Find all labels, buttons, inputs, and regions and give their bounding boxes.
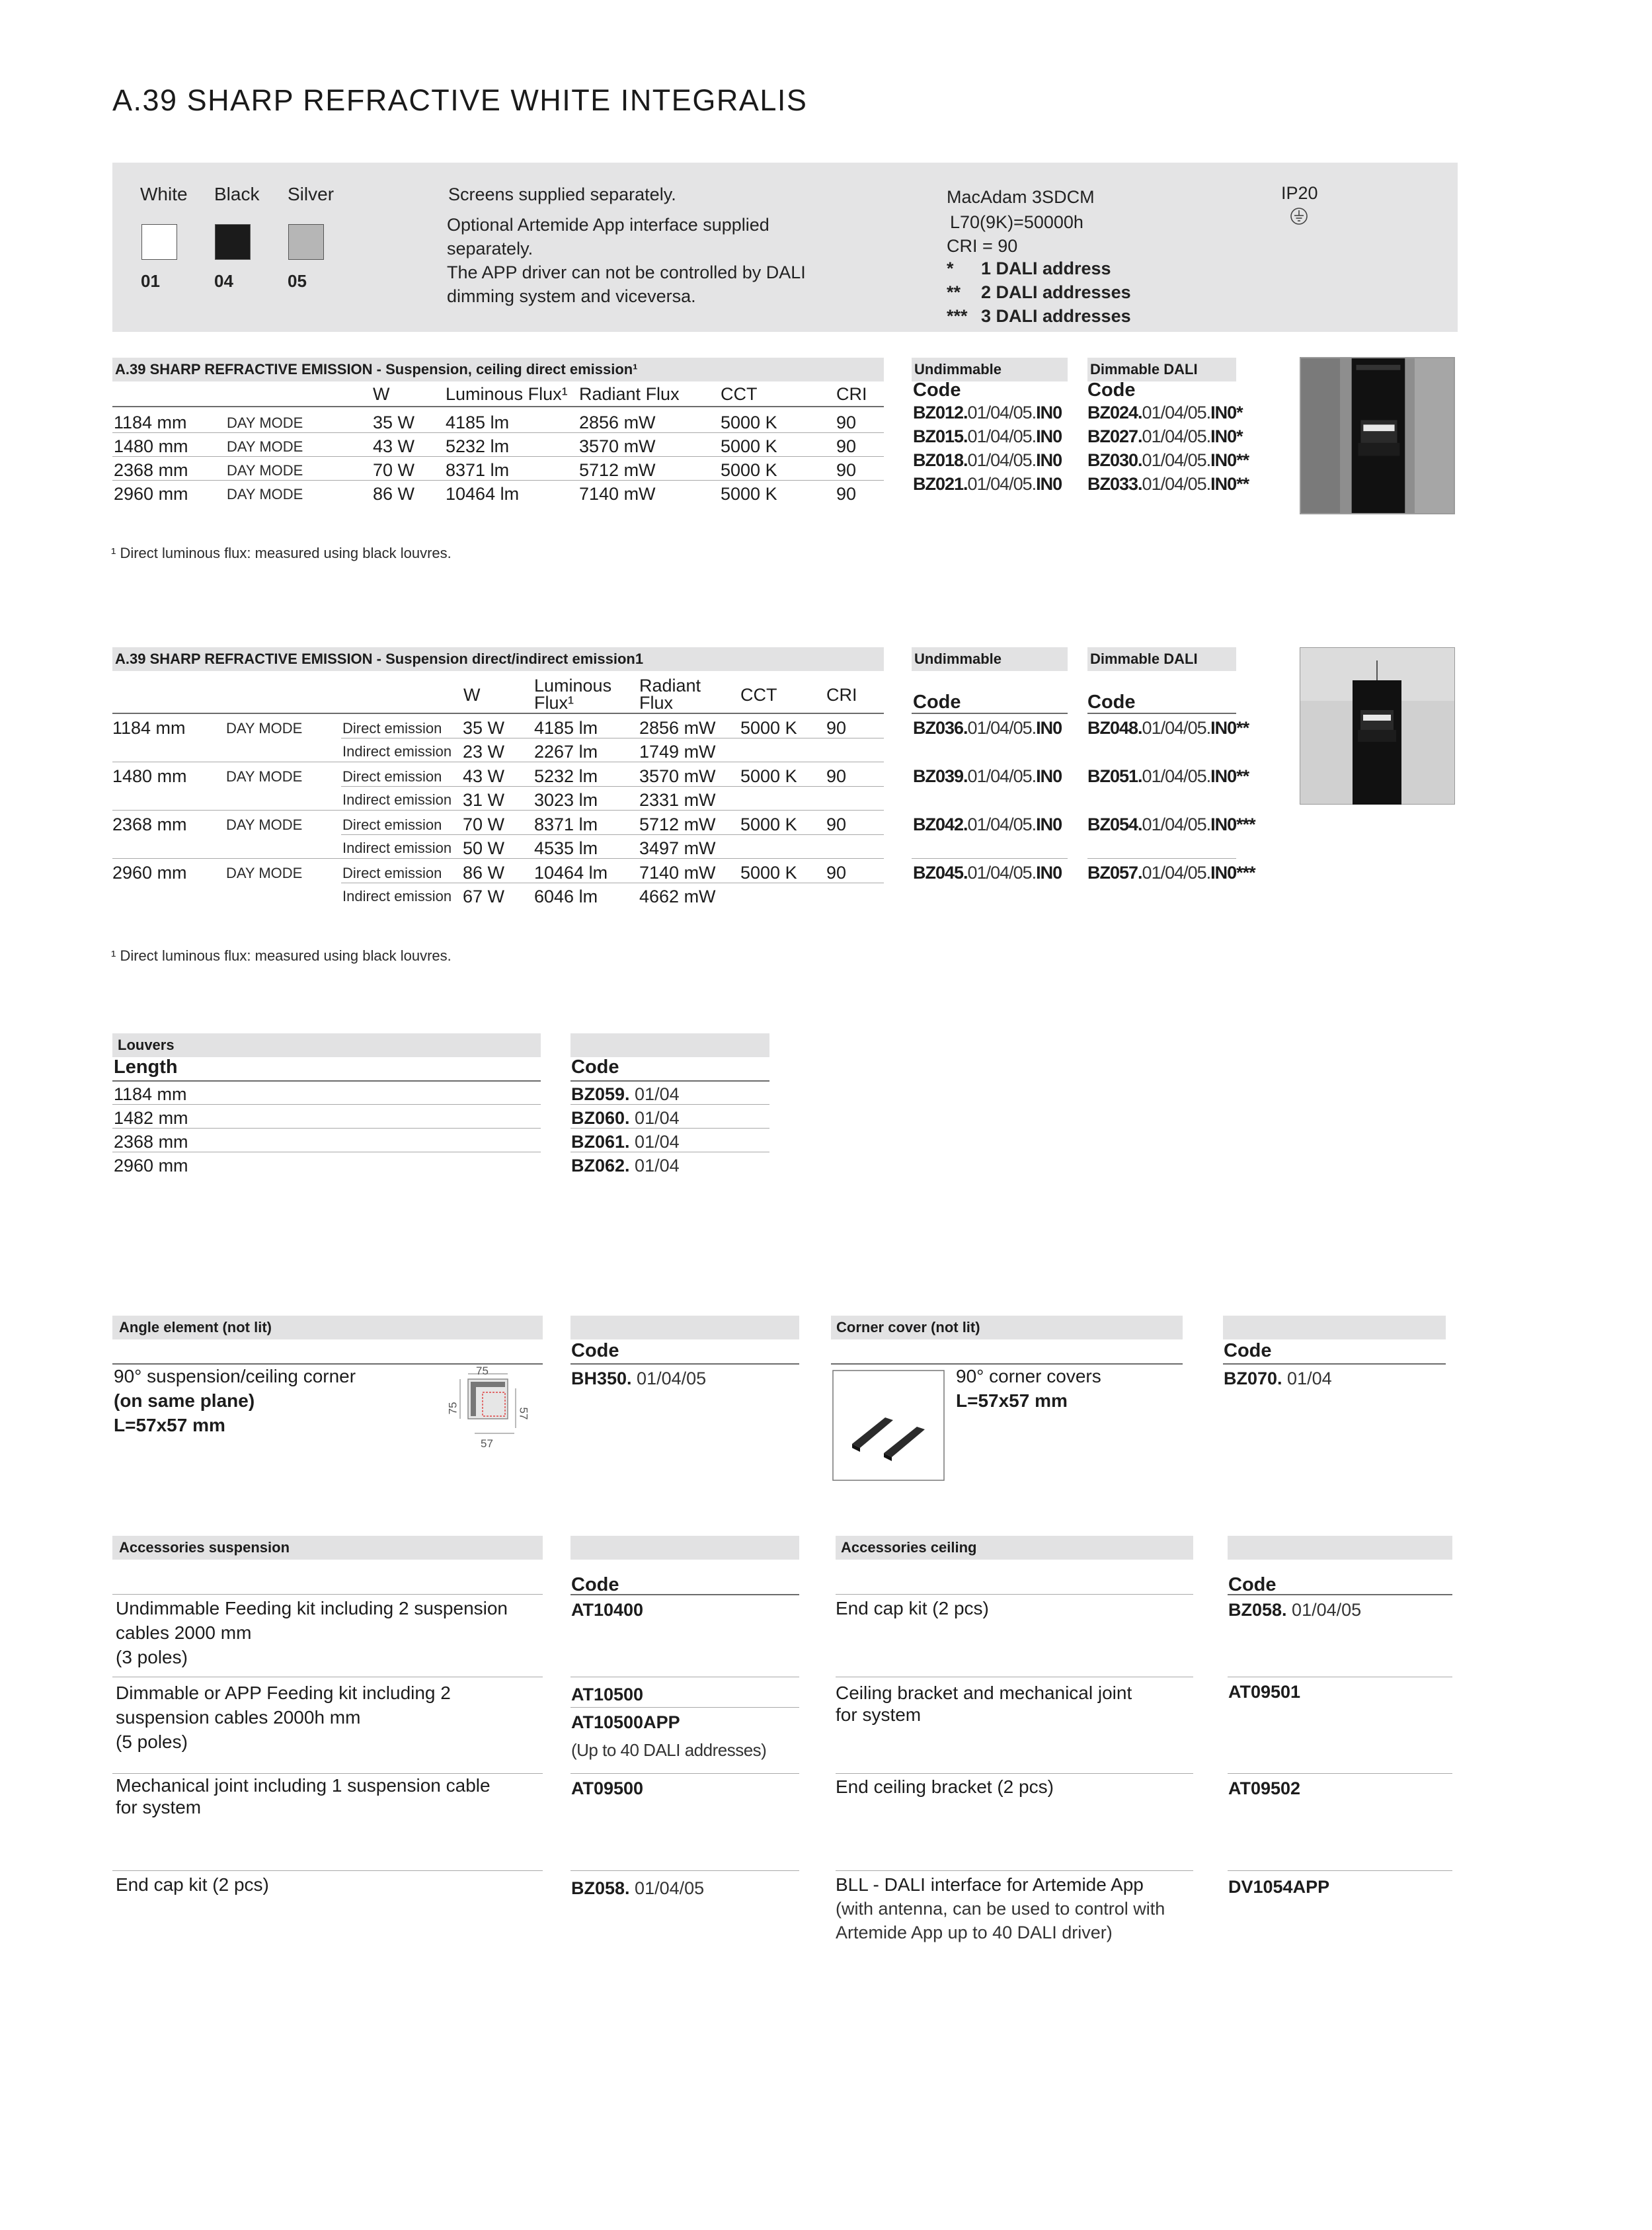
- row-divider: [1087, 858, 1236, 859]
- table-row-cct: 5000 K: [721, 484, 777, 504]
- dim-label-57-side: 57: [517, 1407, 530, 1420]
- angle-code: BH350. 01/04/05: [571, 1369, 707, 1388]
- acc-susp-title-bar: [112, 1536, 543, 1560]
- direct-emission-label: Direct emission: [342, 768, 442, 785]
- table-row-length: 1184 mm: [114, 413, 187, 432]
- angle-code-bar: [570, 1316, 799, 1339]
- table-row-flux: 10464 lm: [446, 484, 520, 504]
- acc-susp-item2-note: (Up to 40 DALI addresses): [571, 1740, 767, 1760]
- acc-susp-item2-code1: AT10500: [571, 1685, 644, 1704]
- louver-code: BZ062. 01/04: [571, 1156, 680, 1175]
- table1-footnote: ¹ Direct luminous flux: measured using black louvres.: [111, 545, 452, 561]
- finish-code-white: 01: [141, 271, 160, 291]
- louvers-title-bar: [112, 1033, 541, 1057]
- table-row-flux: 10464 lm: [534, 863, 608, 883]
- row-divider: [836, 1773, 1193, 1774]
- code-dimmable: BZ027.01/04/05.IN0*: [1087, 426, 1243, 446]
- acc-ceil-item2-line1: Ceiling bracket and mechanical joint: [836, 1683, 1132, 1703]
- row-divider: [112, 456, 884, 457]
- dim-label-75-top: 75: [476, 1365, 489, 1377]
- table1-code-header-dim: Code: [1087, 379, 1136, 401]
- angle-code-header: Code: [571, 1340, 619, 1361]
- app-note-1: Optional Artemide App interface supplied: [447, 215, 769, 235]
- table-row-mode: DAY MODE: [226, 816, 303, 833]
- direct-emission-label: Direct emission: [342, 865, 442, 881]
- row-divider: [1228, 1773, 1452, 1774]
- table1-code-header-und: Code: [913, 379, 961, 401]
- table1-header-radiant: Radiant Flux: [579, 384, 680, 404]
- table-row-mode: DAY MODE: [227, 486, 303, 502]
- table2-body: [112, 714, 884, 912]
- code-dimmable: BZ033.01/04/05.IN0**: [1087, 474, 1249, 494]
- table-row-radiant: 3570 mW: [579, 436, 656, 456]
- table2-header-radiant-2: Flux: [639, 693, 674, 713]
- table-row-mode: DAY MODE: [226, 865, 303, 881]
- app-note-4: dimming system and viceversa.: [447, 286, 696, 306]
- row-divider: [836, 1594, 1193, 1595]
- table2-header-radiant-1: Radiant: [639, 676, 701, 696]
- table-row-flux: 5232 lm: [446, 436, 510, 456]
- table-row-length: 1480 mm: [112, 766, 187, 786]
- app-note-3: The APP driver can not be controlled by DALI: [447, 262, 806, 282]
- cri-spec: CRI = 90: [947, 236, 1018, 256]
- table2-header-cct: CCT: [740, 685, 777, 705]
- table-row-length: 2960 mm: [112, 863, 187, 883]
- row-divider: [112, 1870, 543, 1871]
- table-row-flux: 4185 lm: [446, 413, 510, 432]
- acc-susp-code-header: Code: [571, 1574, 619, 1595]
- acc-ceil-item3: End ceiling bracket (2 pcs): [836, 1776, 1054, 1797]
- acc-susp-code-divider: [570, 1594, 799, 1595]
- table-row-cct: 5000 K: [721, 460, 777, 480]
- table-row-w: 86 W: [373, 484, 415, 504]
- table2-code-header-und: Code: [913, 692, 961, 713]
- acc-ceil-title: Accessories ceiling: [841, 1539, 977, 1556]
- acc-susp-item2-line3: (5 poles): [116, 1732, 188, 1752]
- table2-footnote: ¹ Direct luminous flux: measured using black louvres.: [111, 947, 452, 964]
- dali-1-text: 1 DALI address: [981, 259, 1111, 278]
- swatch-silver: [288, 224, 324, 260]
- row-divider: [112, 858, 884, 859]
- acc-ceil-code-divider: [1228, 1594, 1452, 1595]
- table-row-flux: 2267 lm: [534, 742, 598, 762]
- acc-susp-item3-code: AT09500: [571, 1778, 644, 1798]
- corner-desc-1: 90° corner covers: [956, 1366, 1101, 1386]
- table-row-radiant: 7140 mW: [579, 484, 656, 504]
- row-divider: [836, 1870, 1193, 1871]
- finish-label-silver: Silver: [288, 184, 334, 204]
- row-divider: [341, 834, 884, 835]
- louver-length: 1184 mm: [114, 1084, 187, 1104]
- product-photo-direct: [1300, 357, 1455, 514]
- code-dimmable: BZ048.01/04/05.IN0**: [1087, 718, 1249, 738]
- table-row-w: 35 W: [373, 413, 415, 432]
- table1-title: A.39 SHARP REFRACTIVE EMISSION - Suspension, ceiling direct emission¹: [115, 361, 638, 378]
- table2-undimmable-bar: [912, 647, 1068, 671]
- louvers-header-divider: [112, 1080, 541, 1082]
- code-undimmable: BZ012.01/04/05.IN0: [913, 403, 1062, 422]
- table1-dimmable-bar: [1087, 358, 1236, 381]
- table-row-cct: 5000 K: [721, 413, 777, 432]
- louver-code: BZ061. 01/04: [571, 1132, 680, 1152]
- table-row-radiant: 4662 mW: [639, 887, 716, 906]
- table-row-mode: DAY MODE: [227, 438, 303, 455]
- acc-susp-item2-line1: Dimmable or APP Feeding kit including 2: [116, 1683, 451, 1703]
- acc-ceil-title-bar: [836, 1536, 1193, 1560]
- app-note-2: separately.: [447, 239, 533, 259]
- table2-dimmable-bar: [1087, 647, 1236, 671]
- swatch-black: [215, 224, 251, 260]
- direct-emission-label: Direct emission: [342, 720, 442, 737]
- table-row-cri: 90: [826, 863, 847, 883]
- table-row-radiant: 5712 mW: [579, 460, 656, 480]
- table2-dimmable-label: Dimmable DALI: [1090, 651, 1198, 667]
- acc-ceil-item2-line2: for system: [836, 1704, 922, 1725]
- table1-header-cct: CCT: [721, 384, 758, 404]
- code-dimmable: BZ054.01/04/05.IN0***: [1087, 815, 1255, 834]
- table-row-cri: 90: [836, 484, 857, 504]
- row-divider: [112, 1128, 541, 1129]
- table-row-length: 2368 mm: [114, 460, 188, 480]
- acc-ceil-item4-line3: Artemide App up to 40 DALI driver): [836, 1923, 1113, 1942]
- table-row-radiant: 3497 mW: [639, 838, 716, 858]
- table-row-mode: DAY MODE: [227, 415, 303, 431]
- acc-ceil-code-bar: [1228, 1536, 1452, 1560]
- table-row-cct: 5000 K: [740, 766, 797, 786]
- table-row-radiant: 5712 mW: [639, 815, 716, 834]
- louver-length: 2368 mm: [114, 1132, 188, 1152]
- louver-code: BZ059. 01/04: [571, 1084, 680, 1104]
- product-photo-direct-indirect: [1300, 647, 1455, 805]
- table-row-radiant: 2856 mW: [639, 718, 716, 738]
- table2-title-bar: [112, 647, 884, 671]
- angle-title-bar: [112, 1316, 543, 1339]
- table-row-cri: 90: [836, 413, 857, 432]
- table-row-length: 2368 mm: [112, 815, 187, 834]
- angle-code-divider: [570, 1363, 799, 1365]
- table-row-length: 2960 mm: [114, 484, 188, 504]
- table-row-length: 1184 mm: [112, 718, 186, 738]
- table-row-w: 23 W: [463, 742, 505, 762]
- louver-length: 1482 mm: [114, 1108, 188, 1128]
- corner-title: Corner cover (not lit): [836, 1319, 980, 1335]
- corner-title-bar: [831, 1316, 1183, 1339]
- corner-code-header: Code: [1224, 1340, 1272, 1361]
- table1-body: [112, 407, 884, 505]
- row-divider: [112, 432, 884, 433]
- table-row-cri: 90: [836, 460, 857, 480]
- angle-title: Angle element (not lit): [119, 1319, 272, 1335]
- louvers-code-header: Code: [571, 1056, 619, 1078]
- louvers-code-divider: [570, 1080, 769, 1082]
- table1-header-w: W: [373, 384, 390, 404]
- acc-ceil-item4-line2: (with antenna, can be used to control with: [836, 1899, 1165, 1919]
- acc-ceil-item1: End cap kit (2 pcs): [836, 1598, 989, 1618]
- dim-label-75-side: 75: [446, 1402, 459, 1415]
- table2-header-w: W: [463, 685, 481, 705]
- code-dimmable: BZ057.01/04/05.IN0***: [1087, 863, 1255, 883]
- row-divider: [570, 1104, 769, 1105]
- corner-code-bar: [1223, 1316, 1446, 1339]
- row-divider: [570, 1870, 799, 1871]
- table1-header-flux: Luminous Flux¹: [446, 384, 568, 404]
- code-undimmable: BZ015.01/04/05.IN0: [913, 426, 1062, 446]
- table2-title: A.39 SHARP REFRACTIVE EMISSION - Suspension direct/indirect emission1: [115, 651, 644, 667]
- acc-ceil-code-header: Code: [1228, 1574, 1277, 1595]
- table1-header-cri: CRI: [836, 384, 867, 404]
- code-undimmable: BZ045.01/04/05.IN0: [913, 863, 1062, 883]
- code-undimmable: BZ036.01/04/05.IN0: [913, 718, 1062, 738]
- code-dimmable: BZ030.01/04/05.IN0**: [1087, 450, 1249, 470]
- code-undimmable: BZ039.01/04/05.IN0: [913, 766, 1062, 786]
- table-row-flux: 8371 lm: [534, 815, 598, 834]
- table2-undimmable-label: Undimmable: [914, 651, 1002, 667]
- table-row-flux: 6046 lm: [534, 887, 598, 906]
- acc-susp-item1-line1: Undimmable Feeding kit including 2 suspension: [116, 1598, 508, 1618]
- table-row-radiant: 7140 mW: [639, 863, 716, 883]
- acc-susp-title: Accessories suspension: [119, 1539, 290, 1556]
- table-row-cct: 5000 K: [740, 718, 797, 738]
- indirect-emission-label: Indirect emission: [342, 888, 452, 904]
- table-row-cct: 5000 K: [740, 863, 797, 883]
- table2-header-flux-2: Flux¹: [534, 693, 574, 713]
- table-row-mode: DAY MODE: [227, 462, 303, 479]
- table-row-radiant: 2856 mW: [579, 413, 656, 432]
- table-row-radiant: 3570 mW: [639, 766, 716, 786]
- row-divider: [570, 1128, 769, 1129]
- table-row-cri: 90: [826, 815, 847, 834]
- acc-susp-code-bar: [570, 1536, 799, 1560]
- table2-header-flux-1: Luminous: [534, 676, 612, 696]
- dali-3-symbol: ***: [947, 306, 968, 326]
- ip-rating: IP20: [1281, 183, 1318, 203]
- dali-3-text: 3 DALI addresses: [981, 306, 1131, 326]
- row-divider: [341, 786, 884, 787]
- table2-code-divider-dim: [1087, 713, 1236, 714]
- l70-spec: L70(9K)=50000h: [950, 212, 1083, 232]
- corner-cover-image: [832, 1370, 945, 1481]
- direct-emission-label: Direct emission: [342, 816, 442, 833]
- louvers-length-header: Length: [114, 1056, 178, 1078]
- finish-label-black: Black: [214, 184, 260, 204]
- table-row-w: 70 W: [373, 460, 415, 480]
- macadam-spec: MacAdam 3SDCM: [947, 187, 1095, 207]
- code-dimmable: BZ051.01/04/05.IN0**: [1087, 766, 1249, 786]
- table-row-w: 67 W: [463, 887, 505, 906]
- table-row-cri: 90: [826, 718, 847, 738]
- row-divider: [570, 1707, 799, 1708]
- table-row-w: 50 W: [463, 838, 505, 858]
- code-undimmable: BZ021.01/04/05.IN0: [913, 474, 1062, 494]
- table-row-w: 43 W: [463, 766, 505, 786]
- acc-susp-item1-line2: cables 2000 mm: [116, 1622, 252, 1643]
- table2-header-cri: CRI: [826, 685, 857, 705]
- indirect-emission-label: Indirect emission: [342, 743, 452, 760]
- table-row-w: 35 W: [463, 718, 505, 738]
- table1-title-bar: [112, 358, 884, 381]
- acc-ceil-item3-code: AT09502: [1228, 1778, 1301, 1798]
- angle-desc-2: (on same plane): [114, 1390, 255, 1411]
- dim-label-57-bottom: 57: [481, 1437, 493, 1450]
- louvers-code-bar: [570, 1033, 769, 1057]
- acc-susp-item2-line2: suspension cables 2000h mm: [116, 1707, 361, 1728]
- row-divider: [112, 1594, 543, 1595]
- row-divider: [112, 480, 884, 481]
- table1-dimmable-label: Dimmable DALI: [1090, 361, 1198, 378]
- table-row-radiant: 2331 mW: [639, 790, 716, 810]
- table-row-flux: 4185 lm: [534, 718, 598, 738]
- table-row-length: 1480 mm: [114, 436, 188, 456]
- table-row-w: 70 W: [463, 815, 505, 834]
- corner-code-divider: [1223, 1363, 1446, 1365]
- ground-symbol-icon: [1289, 206, 1309, 226]
- table-row-flux: 4535 lm: [534, 838, 598, 858]
- row-divider: [912, 858, 1068, 859]
- indirect-emission-label: Indirect emission: [342, 840, 452, 856]
- acc-susp-item3-line2: for system: [116, 1797, 202, 1817]
- dali-2-text: 2 DALI addresses: [981, 282, 1131, 302]
- louvers-title: Louvers: [118, 1037, 175, 1053]
- angle-desc-1: 90° suspension/ceiling corner: [114, 1366, 356, 1386]
- dali-1-symbol: *: [947, 259, 954, 278]
- table-row-w: 43 W: [373, 436, 415, 456]
- table2-code-divider-und: [912, 713, 1068, 714]
- acc-susp-item4-code: BZ058. 01/04/05: [571, 1878, 705, 1898]
- acc-ceil-item2-code: AT09501: [1228, 1682, 1301, 1702]
- acc-susp-item4: End cap kit (2 pcs): [116, 1874, 269, 1895]
- table-row-radiant: 1749 mW: [639, 742, 716, 762]
- row-divider: [570, 1773, 799, 1774]
- acc-ceil-item4-code: DV1054APP: [1228, 1877, 1330, 1897]
- table-row-flux: 8371 lm: [446, 460, 510, 480]
- swatch-white: [141, 224, 177, 260]
- acc-ceil-item4-line1: BLL - DALI interface for Artemide App: [836, 1874, 1144, 1895]
- row-divider: [112, 810, 884, 811]
- table1-undimmable-bar: [912, 358, 1068, 381]
- acc-susp-item2-code2: AT10500APP: [571, 1712, 680, 1732]
- table-row-cct: 5000 K: [740, 815, 797, 834]
- code-dimmable: BZ024.01/04/05.IN0*: [1087, 403, 1243, 422]
- dali-2-symbol: **: [947, 282, 961, 302]
- screens-note: Screens supplied separately.: [448, 184, 676, 204]
- page-title: A.39 SHARP REFRACTIVE WHITE INTEGRALIS: [112, 83, 808, 117]
- table-row-flux: 5232 lm: [534, 766, 598, 786]
- table-row-cri: 90: [836, 436, 857, 456]
- table-row-w: 86 W: [463, 863, 505, 883]
- table-row-w: 31 W: [463, 790, 505, 810]
- louver-length: 2960 mm: [114, 1156, 188, 1175]
- finish-label-white: White: [140, 184, 188, 204]
- acc-susp-item3-line1: Mechanical joint including 1 suspension cable: [116, 1775, 491, 1796]
- angle-desc-3: L=57x57 mm: [114, 1415, 225, 1435]
- corner-desc-2: L=57x57 mm: [956, 1390, 1068, 1411]
- table-row-flux: 3023 lm: [534, 790, 598, 810]
- corner-code: BZ070. 01/04: [1224, 1369, 1332, 1388]
- code-undimmable: BZ042.01/04/05.IN0: [913, 815, 1062, 834]
- code-undimmable: BZ018.01/04/05.IN0: [913, 450, 1062, 470]
- table-row-mode: DAY MODE: [226, 768, 303, 785]
- table2-code-header-dim: Code: [1087, 692, 1136, 713]
- table-row-mode: DAY MODE: [226, 720, 303, 737]
- table-row-cct: 5000 K: [721, 436, 777, 456]
- row-divider: [112, 1104, 541, 1105]
- table-row-cri: 90: [826, 766, 847, 786]
- row-divider: [1228, 1870, 1452, 1871]
- acc-susp-item1-code: AT10400: [571, 1600, 644, 1620]
- finish-code-black: 04: [214, 271, 233, 291]
- acc-susp-item1-line3: (3 poles): [116, 1647, 188, 1667]
- table1-undimmable-label: Undimmable: [914, 361, 1002, 378]
- indirect-emission-label: Indirect emission: [342, 791, 452, 808]
- finish-code-silver: 05: [288, 271, 307, 291]
- acc-ceil-item1-code: BZ058. 01/04/05: [1228, 1600, 1362, 1620]
- louver-code: BZ060. 01/04: [571, 1108, 680, 1128]
